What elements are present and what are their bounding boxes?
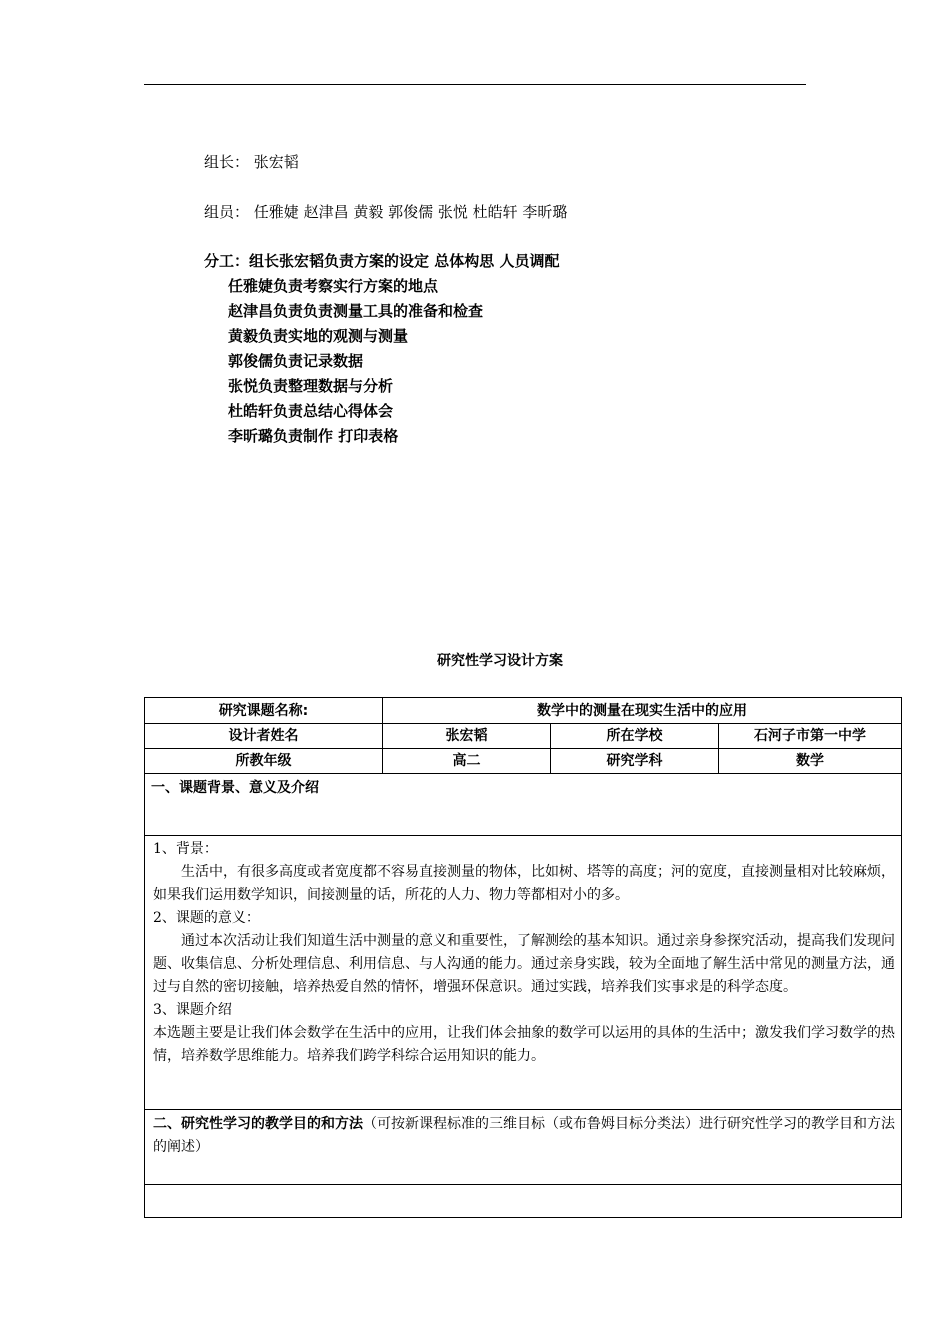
section2-cell [145, 1110, 902, 1185]
grade-label: 所教年级 [145, 749, 383, 774]
section1-body [145, 836, 902, 1110]
table-row [145, 724, 902, 749]
table-row [145, 836, 902, 1110]
division-line: 分工：组长张宏韬负责方案的设定 总体构思 人员调配 [204, 252, 560, 270]
subject-value: 数学 [719, 749, 902, 774]
plan-title: 研究性学习设计方案 [437, 653, 563, 669]
table-row [145, 1185, 902, 1218]
division-line: 赵津昌负责负责测量工具的准备和检查 [228, 302, 484, 320]
meaning-heading: 2、课题的意义： [153, 910, 260, 926]
division-line: 黄毅负责实地的观测与测量 [228, 327, 409, 345]
design-plan-table [144, 697, 902, 1218]
leader-name: 张宏韬 [253, 153, 299, 171]
section2-paragraph [153, 1113, 895, 1159]
table-row [145, 1110, 902, 1185]
intro-text: 本选题主要是让我们体会数学在生活中的应用，让我们体会抽象的数学可以运用的具体的生活中；激发我们学习数学的热情，培养数学思维能力。培养我们跨学科综合运用知识的能力。 [153, 1025, 896, 1064]
background-text: 生活中，有很多高度或者宽度都不容易直接测量的物体，比如树、塔等的高度；河的宽度，直接测量相对比较麻烦，如果我们运用数学知识，间接测量的话，所花的人力、物力等都相对小的多。 [153, 864, 896, 903]
table-row [145, 698, 902, 724]
designer-value: 张宏韬 [383, 724, 551, 749]
members-label: 组员： [204, 203, 250, 221]
grade-value: 高二 [383, 749, 551, 774]
section1-cell [145, 774, 902, 836]
subject-label: 研究学科 [551, 749, 719, 774]
division-line: 杜皓轩负责总结心得体会 [228, 402, 394, 420]
intro-heading: 3、课题介绍 [153, 1002, 232, 1018]
empty-cell [145, 1185, 902, 1218]
division-line: 李昕璐负责制作 打印表格 [228, 427, 399, 445]
school-value: 石河子市第一中学 [719, 724, 902, 749]
section2-heading: 二、研究性学习的教学目的和方法 [153, 1116, 364, 1132]
group-leader-line [204, 152, 299, 172]
division-line: 任雅婕负责考察实行方案的地点 [228, 277, 439, 295]
members-names: 任雅婕 赵津昌 黄毅 郭俊儒 张悦 杜皓轩 李昕璐 [253, 203, 568, 221]
designer-label: 设计者姓名 [145, 724, 383, 749]
leader-label: 组长： [204, 153, 250, 171]
topic-value: 数学中的测量在现实生活中的应用 [383, 698, 902, 724]
school-label: 所在学校 [551, 724, 719, 749]
section1-heading: 一、课题背景、意义及介绍 [151, 780, 319, 796]
section2-note: （可按新课程标准的三维目标（或布鲁姆目标分类法）进行研究性学习的教学目和方法的阐述） [153, 1116, 896, 1155]
division-line: 郭俊儒负责记录数据 [228, 352, 364, 370]
meaning-text: 通过本次活动让我们知道生活中测量的意义和重要性，了解测绘的基本知识。通过亲身参探究活动，提高我们发现问题、收集信息、分析处理信息、利用信息、与人沟通的能力。通过亲身实践，较为全面地了解生活中常见的测量方法，通过与自然的密切接触，培养热爱自然的情怀，增强环保意识。通过实践，培养我们实事求是的科学态度。 [153, 933, 896, 995]
division-line: 张悦负责整理数据与分析 [228, 377, 394, 395]
table-row [145, 749, 902, 774]
table-row [145, 774, 902, 836]
header-rule [144, 84, 806, 85]
background-heading: 1、背景： [153, 841, 218, 857]
topic-label: 研究课题名称: [145, 698, 383, 724]
group-members-line [204, 202, 567, 222]
